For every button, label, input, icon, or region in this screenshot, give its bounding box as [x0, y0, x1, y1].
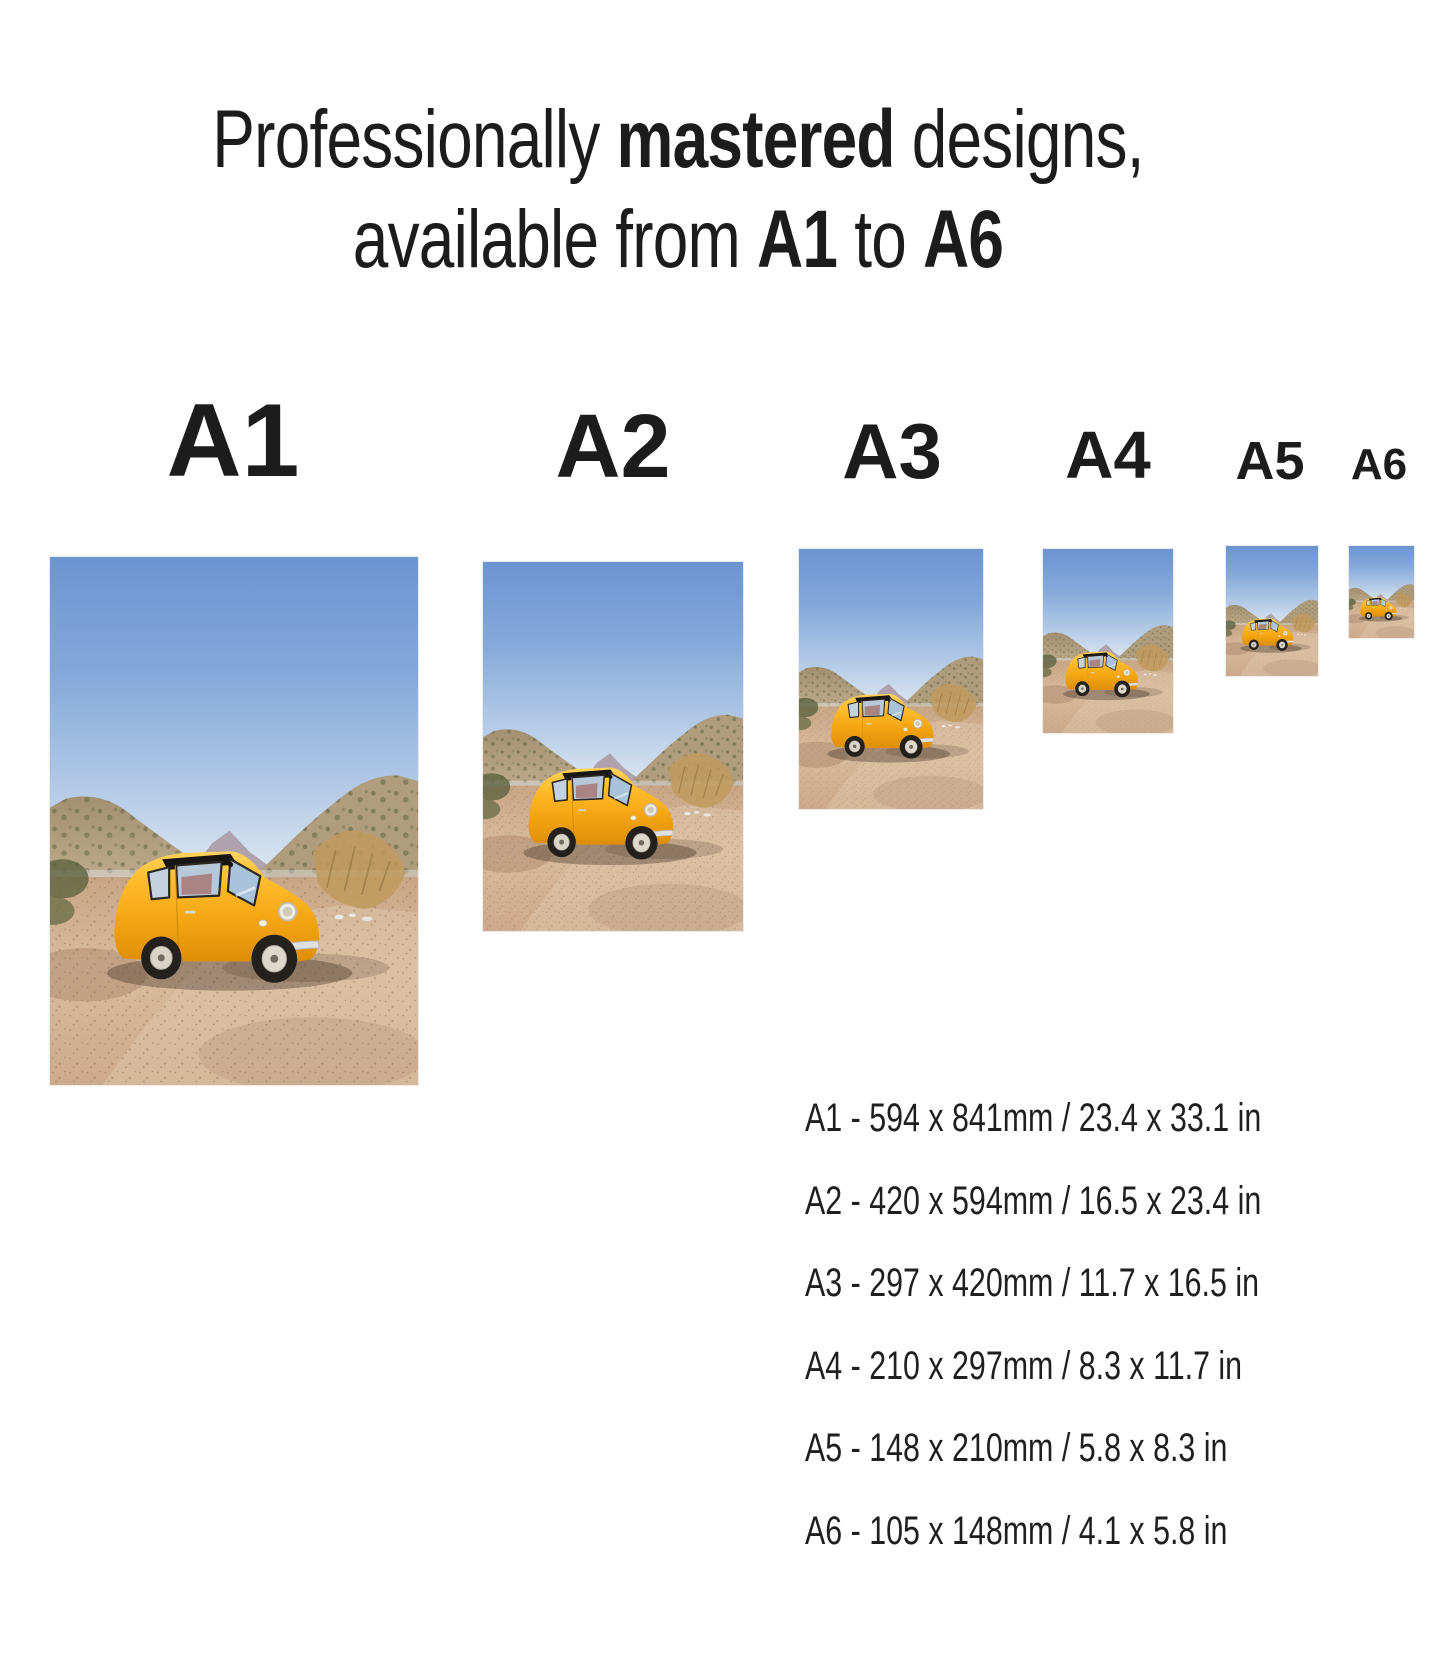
size-spec-a6: A6 - 105 x 148mm / 4.1 x 5.8 in	[805, 1508, 1228, 1553]
page-title	[149, 90, 1207, 290]
car-photo-a6	[1349, 546, 1414, 638]
title-text: designs,	[894, 94, 1144, 185]
page-title-line-1	[149, 90, 1207, 190]
car-photo-a4	[1043, 549, 1173, 733]
title-bold-mastered: mastered	[616, 94, 895, 185]
size-label-a6: A6	[1350, 440, 1408, 489]
poster-preview-a1	[50, 557, 418, 1085]
size-label-a5: A5	[1235, 431, 1305, 491]
page-title-line-2	[149, 190, 1207, 290]
size-label-a4: A4	[1065, 418, 1151, 493]
poster-preview-a5	[1226, 546, 1318, 676]
size-spec-a2: A2 - 420 x 594mm / 16.5 x 23.4 in	[805, 1178, 1262, 1223]
poster-preview-a6	[1349, 546, 1414, 638]
size-spec-a5: A5 - 148 x 210mm / 5.8 x 8.3 in	[805, 1426, 1228, 1470]
size-spec-a1: A1 - 594 x 841mm / 23.4 x 33.1 in	[805, 1096, 1262, 1140]
title-text: to	[837, 194, 923, 285]
poster-preview-a3	[799, 549, 983, 809]
title-bold-a6: A6	[922, 194, 1004, 285]
poster-preview-a4	[1043, 549, 1173, 733]
title-bold-a1: A1	[757, 194, 838, 285]
title-text: available from	[352, 194, 758, 285]
size-spec-list	[805, 1077, 1261, 1572]
title-text: Professionally	[212, 94, 617, 185]
size-label-a3: A3	[842, 407, 942, 495]
car-photo-a1	[50, 557, 418, 1085]
car-photo-a5	[1226, 546, 1318, 676]
size-label-a1: A1	[166, 383, 300, 499]
size-spec-a3: A3 - 297 x 420mm / 11.7 x 16.5 in	[805, 1261, 1260, 1305]
car-photo-a3	[799, 549, 983, 809]
poster-preview-a2	[483, 562, 743, 931]
car-photo-a2	[483, 562, 743, 931]
size-spec-a4: A4 - 210 x 297mm / 8.3 x 11.7 in	[805, 1343, 1243, 1388]
size-label-a2: A2	[555, 397, 671, 497]
